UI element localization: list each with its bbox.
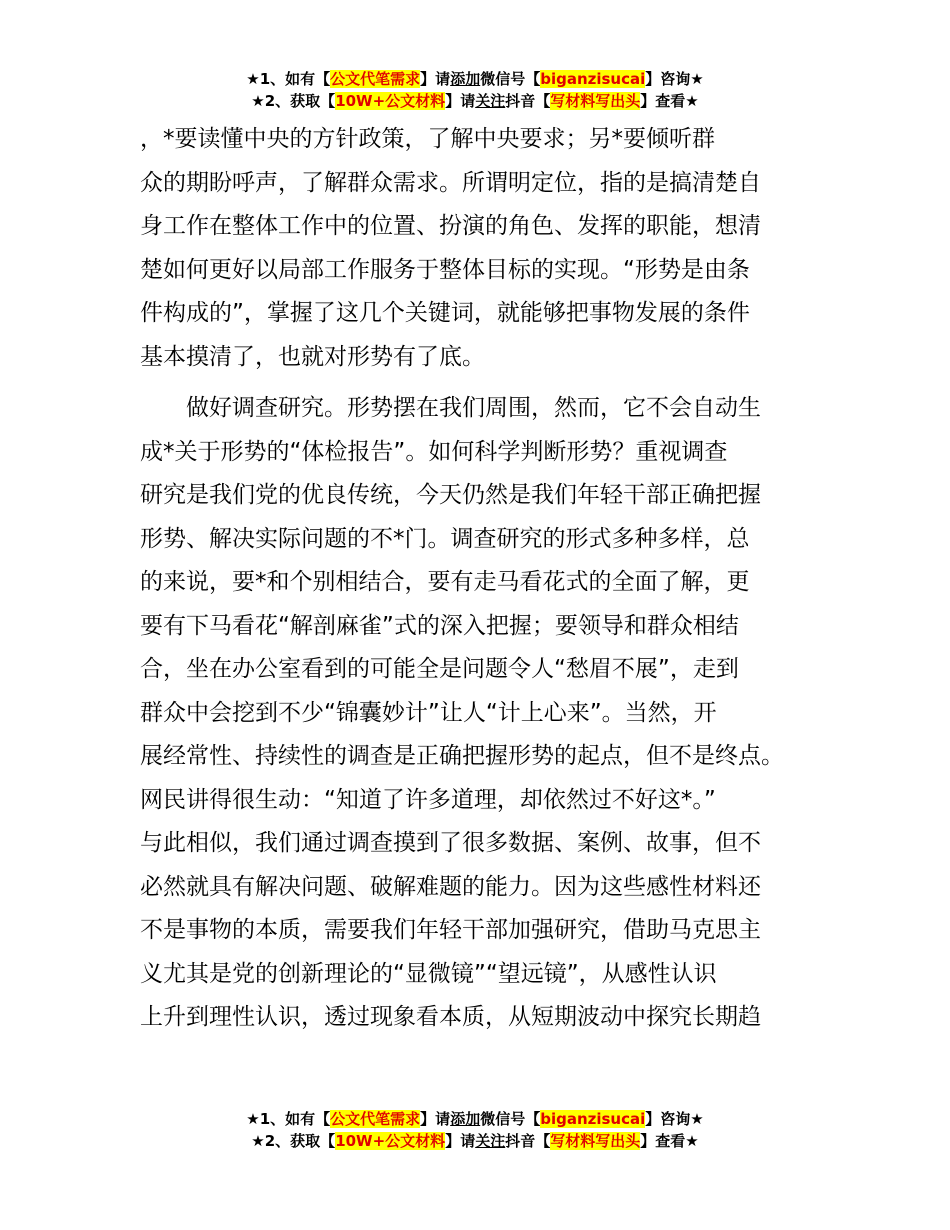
banner-text: ★2、获取【 (251, 92, 336, 110)
text-line: 的来说，要*和个别相结合，要有走马看花式的全面了解，更 (140, 569, 750, 595)
banner-text: 微信号【 (480, 70, 541, 88)
document-body (140, 118, 830, 1040)
banner-line-1 (0, 68, 950, 90)
banner-underlined: 关注 (475, 1132, 506, 1150)
banner-text: 】咨询★ (645, 70, 704, 88)
banner-text: 】请 (420, 1110, 451, 1128)
paragraph-2 (140, 387, 830, 1040)
banner-highlight: biganzisucai (540, 70, 646, 88)
banner-text: 】查看★ (640, 92, 699, 110)
text-line: 上升到理性认识，透过现象看本质，从短期波动中探究长期趋 (140, 1004, 761, 1030)
banner-highlight: 10W+公文材料 (335, 1132, 446, 1150)
banner-highlight: 公文代笔需求 (330, 1110, 421, 1128)
banner-highlight: 公文代笔需求 (330, 70, 421, 88)
text-line: 形势、解决实际问题的不*门。调查研究的形式多种多样，总 (140, 525, 750, 552)
text-line: 不是事物的本质，需要我们年轻干部加强研究，借助马克思主 (140, 917, 761, 943)
text-line: 群众中会挖到不少“锦囊妙计”让人“计上心来”。当然，开 (140, 699, 717, 726)
banner-text: 】请 (420, 70, 451, 88)
banner-underlined: 添加 (450, 70, 481, 88)
banner-text: 微信号【 (480, 1110, 541, 1128)
banner-text: 抖音【 (505, 1132, 551, 1150)
banner-text: 】咨询★ (645, 1110, 704, 1128)
text-line: 网民讲得很生动：“知道了许多道理，却依然过不好这*。” (140, 786, 716, 813)
banner-line-1 (0, 1108, 950, 1130)
text-line: 做好调查研究。形势摆在我们周围，然而，它不会自动生 (140, 395, 761, 421)
text-line: 成*关于形势的“体检报告”。如何科学判断形势？重视调查 (140, 438, 728, 465)
banner-text: ★1、如有【 (246, 1110, 331, 1128)
banner-underlined: 关注 (475, 92, 506, 110)
paragraph-1 (140, 118, 830, 379)
text-line: 身工作在整体工作中的位置、扮演的角色、发挥的职能，想清 (140, 213, 761, 239)
banner-highlight: biganzisucai (540, 1110, 646, 1128)
banner-text: ★1、如有【 (246, 70, 331, 88)
banner-highlight: 10W+公文材料 (335, 92, 446, 110)
banner-underlined: 添加 (450, 1110, 481, 1128)
text-line: 要有下马看花“解剖麻雀”式的深入把握；要领导和群众相结 (140, 612, 739, 639)
text-line: 合，坐在办公室看到的可能全是问题令人“愁眉不展”，走到 (140, 656, 739, 682)
text-line: 与此相似，我们通过调查摸到了很多数据、案例、故事，但不 (140, 830, 761, 856)
banner-text: 抖音【 (505, 92, 551, 110)
banner-line-2 (0, 1130, 950, 1152)
text-line: 众的期盼呼声，了解群众需求。所谓明定位，指的是搞清楚自 (140, 169, 761, 196)
banner-text: ★2、获取【 (251, 1132, 336, 1150)
text-line: 研究是我们党的优良传统，今天仍然是我们年轻干部正确把握 (140, 482, 761, 508)
text-line: 义尤其是党的创新理论的“显微镜”“望远镜”，从感性认识 (140, 960, 717, 987)
text-line: 楚如何更好以局部工作服务于整体目标的实现。“形势是由条 (140, 256, 750, 283)
banner-text: 】请 (445, 1132, 476, 1150)
banner-text: 】查看★ (640, 1132, 699, 1150)
text-line: 展经常性、持续性的调查是正确把握形势的起点，但不是终点。 (140, 743, 784, 769)
text-line: 件构成的”，掌握了这几个关键词，就能够把事物发展的条件 (140, 300, 750, 326)
banner-highlight: 写材料写出头 (550, 1132, 641, 1150)
banner-highlight: 写材料写出头 (550, 92, 641, 110)
text-line: 基本摸清了，也就对形势有了底。 (140, 343, 485, 370)
banner-text: 】请 (445, 92, 476, 110)
text-line: 必然就具有解决问题、破解难题的能力。因为这些感性材料还 (140, 873, 761, 900)
banner-line-2 (0, 90, 950, 112)
header-banner (0, 68, 950, 112)
text-line: ，*要读懂中央的方针政策，了解中央要求；另*要倾听群 (140, 126, 715, 152)
footer-banner (0, 1108, 950, 1152)
